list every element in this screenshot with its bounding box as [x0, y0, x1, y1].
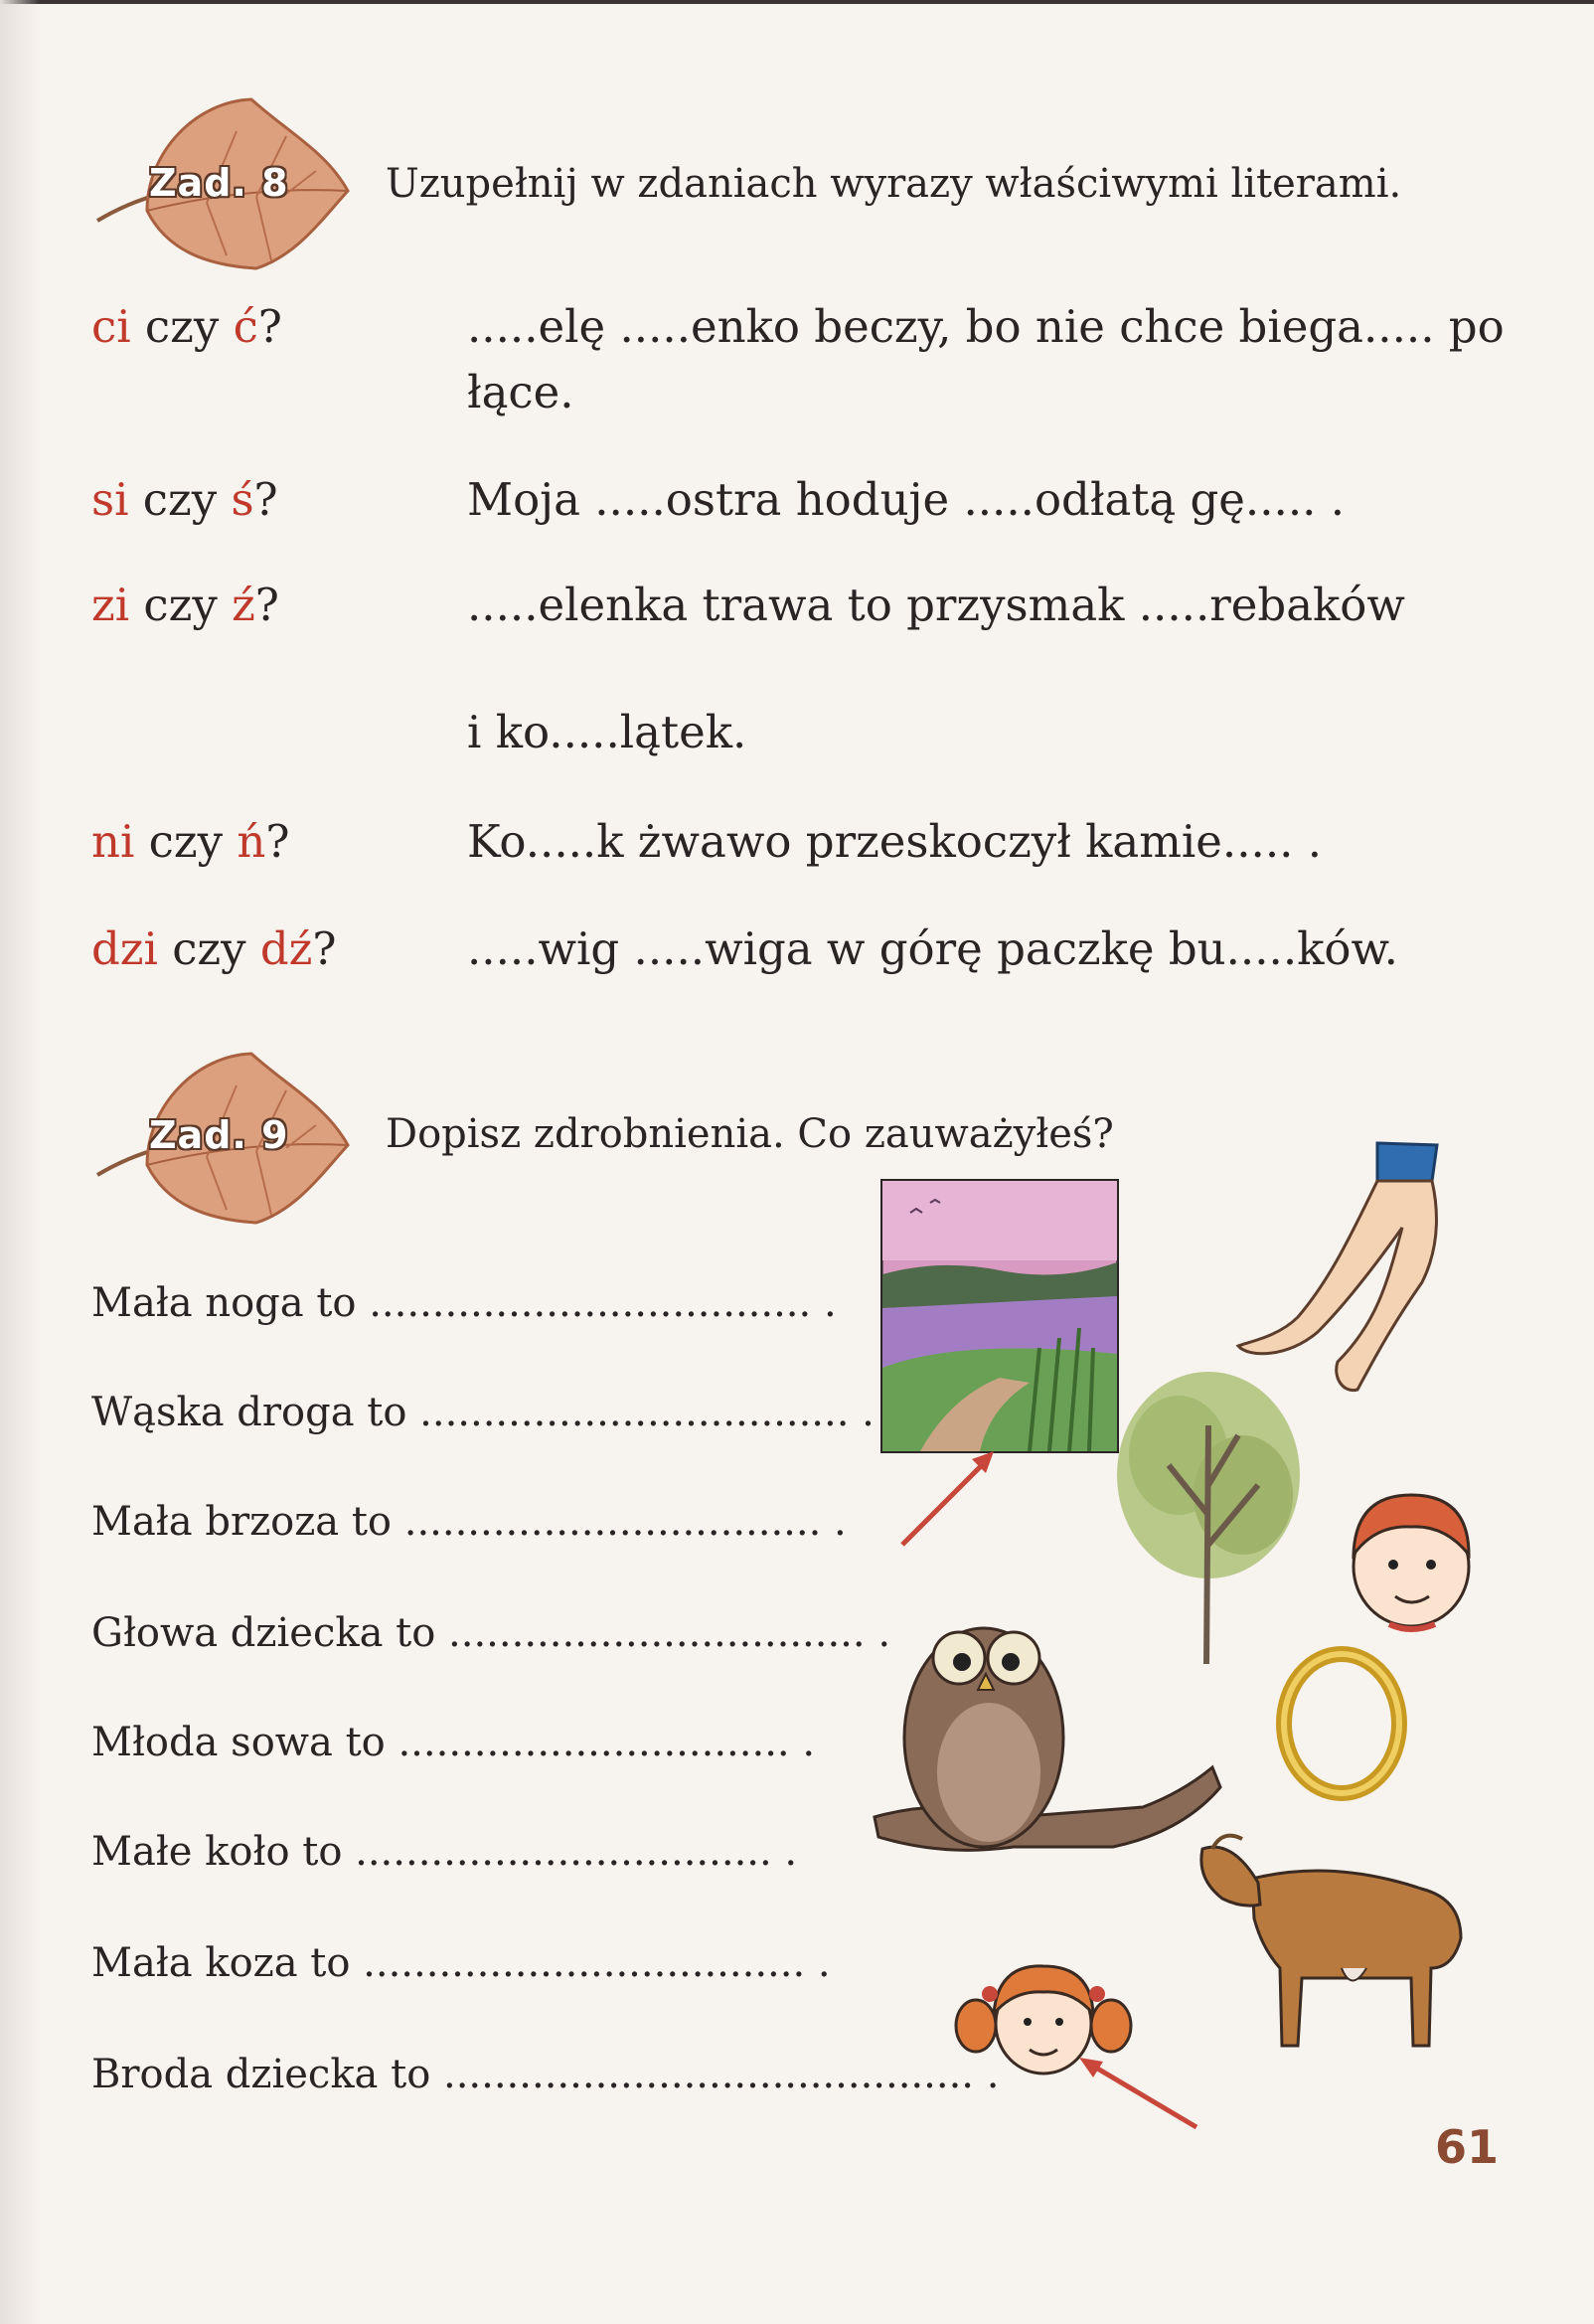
task-9-leaf-badge	[87, 1046, 366, 1225]
leg-picture	[1228, 1133, 1457, 1406]
goat-picture	[1193, 1819, 1471, 2052]
diminutive-row: Mała koza to ................................... .	[91, 1940, 831, 1986]
rule-option-2: ź	[232, 579, 255, 631]
rule-sentence: Ko.....k żwawo przeskoczył kamie..... .	[467, 815, 1323, 868]
rule-connector: czy	[134, 815, 238, 868]
rule-label	[91, 916, 337, 982]
rule-label	[91, 809, 289, 875]
rule-sentence: Moja .....ostra hoduje .....odłatą gę..... .	[467, 473, 1346, 526]
rule-connector: czy	[128, 473, 232, 526]
diminutive-row: Wąska droga to .................................. .	[91, 1390, 875, 1435]
diminutive-row: Głowa dziecka to ................................. .	[91, 1610, 891, 1656]
rule-sentence: .....elenka trawa to przysmak .....rebaków	[467, 579, 1405, 631]
task-8-badge-label: Zad. 8	[149, 161, 289, 205]
page-gutter-shadow	[0, 0, 40, 2324]
rule-option-2: dź	[259, 922, 313, 975]
rule-option-2: ń	[237, 815, 266, 868]
rule-sentence: .....wig .....wiga w górę paczkę bu.....ków.	[467, 922, 1398, 975]
rule-sentence: .....elę .....enko beczy, bo nie chce biega..... po łące.	[467, 300, 1505, 418]
diminutive-row: Mała brzoza to ................................. .	[91, 1499, 847, 1545]
diminutive-row: Mała noga to ................................... .	[91, 1280, 837, 1326]
arrow-to-chin-icon	[1073, 2054, 1202, 2133]
rule-label	[91, 294, 282, 360]
arrow-to-road-icon	[894, 1443, 1004, 1553]
task-9-instruction: Dopisz zdrobnienia. Co zauważyłeś?	[386, 1111, 1114, 1157]
rule-question-mark: ?	[312, 922, 337, 975]
diminutive-row: Młoda sowa to ............................... .	[91, 1720, 816, 1765]
rule-question-mark: ?	[257, 300, 282, 353]
rule-question-mark: ?	[254, 579, 279, 631]
page-number: 61	[1434, 2120, 1499, 2174]
rule-option-1: ci	[91, 300, 131, 353]
owl-picture	[865, 1588, 1222, 1901]
rule-option-2: ś	[231, 473, 254, 526]
task-8-instruction: Uzupełnij w zdaniach wyrazy właściwymi literami.	[386, 161, 1402, 207]
rule-option-1: dzi	[91, 922, 158, 975]
ring-picture	[1272, 1644, 1411, 1807]
rule-label	[91, 467, 278, 533]
rule-option-2: ć	[233, 300, 258, 353]
boy-head-picture	[1346, 1485, 1475, 1638]
diminutive-row: Małe koło to ................................. .	[91, 1829, 798, 1875]
rule-question-mark: ?	[265, 815, 290, 868]
task-9-badge-label: Zad. 9	[149, 1113, 289, 1157]
page-top-edge	[0, 0, 1594, 4]
rule-option-1: zi	[91, 579, 130, 631]
rule-connector: czy	[157, 922, 260, 975]
road-landscape-picture	[880, 1179, 1119, 1457]
rule-option-1: ni	[91, 815, 135, 868]
diminutive-row: Broda dziecka to .......................................... .	[91, 2052, 1000, 2097]
rule-connector: czy	[129, 579, 233, 631]
rule-option-1: si	[91, 473, 129, 526]
rule-sentence-continuation: i ko.....lątek.	[467, 706, 747, 758]
rule-question-mark: ?	[253, 473, 278, 526]
rule-label	[91, 573, 279, 638]
rule-connector: czy	[130, 300, 234, 353]
task-8-leaf-badge	[87, 91, 366, 270]
